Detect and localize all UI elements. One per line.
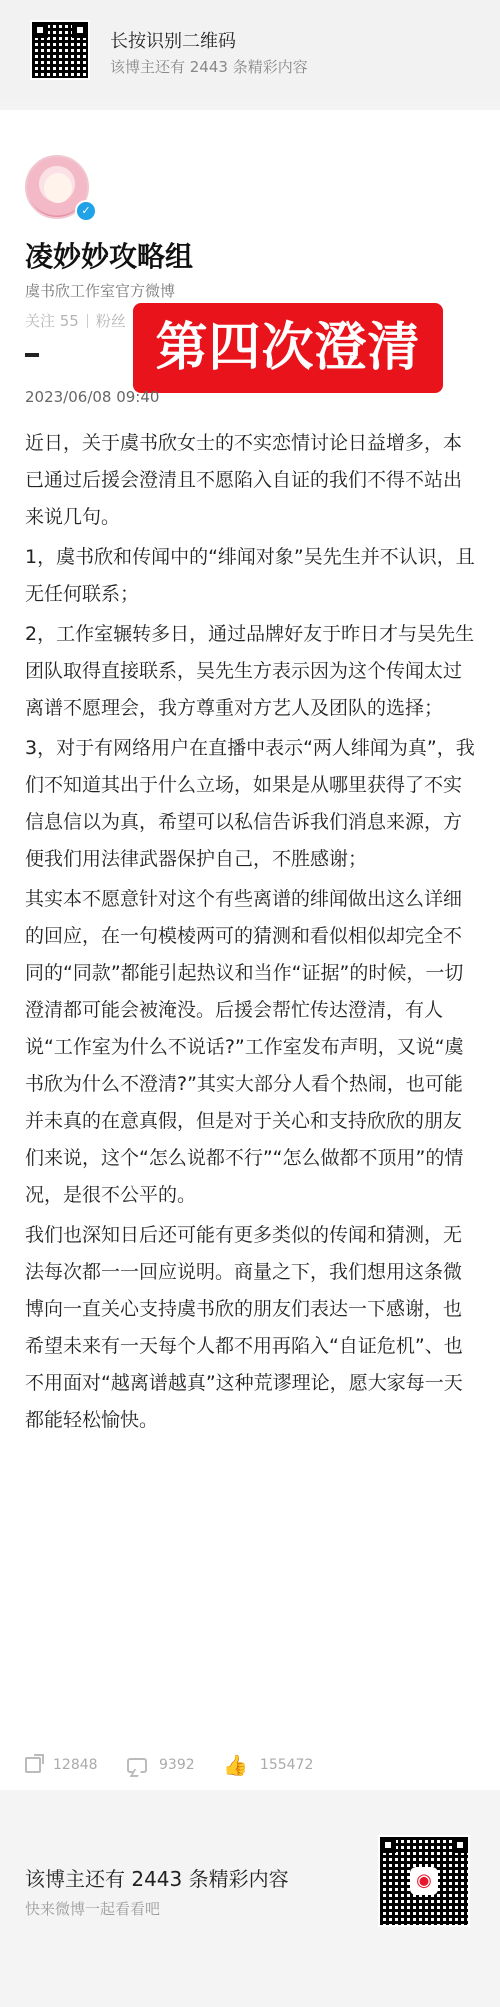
dash-mark [25,353,39,357]
banner-title: 长按识别二维码 [110,31,236,52]
avatar-face [44,173,72,203]
post-paragraph: 2，工作室辗转多日，通过品牌好友于昨日才与吴先生团队取得直接联系，吴先生方表示因为这个传闻太过离谱不愿理会，我方尊重对方艺人及团队的选择； [25,623,475,719]
comment-icon [127,1758,147,1773]
post-paragraph: 其实本不愿意针对这个有些离谱的绯闻做出这么详细的回应，在一句模棱两可的猜测和看似相似却完全不同的“同款”都能引起热议和当作“证据”的时候，一切澄清都可能会被淹没。后援会帮忙传达澄清，有人说“工作室为什么不说话?”工作室发布声明，又说“虞书欣为什么不澄清?”其实大部分人看个热闹，也可能并未真的在意真假，但是对于关心和支持欣欣的朋友们来说，这个“怎么说都不行”“怎么做都不顶用”的情况，是很不公平的。 [25,888,464,1206]
thumbs-up-icon: 👍 [223,1753,248,1777]
post-card [0,110,500,1790]
repost-button[interactable] [25,1750,98,1780]
like-count: 155472 [259,1757,314,1773]
like-button[interactable] [223,1750,313,1780]
action-bar [25,1750,480,1780]
footer-subtitle: 快来微博一起看看吧 [25,1900,161,1918]
clarification-stamp: 第四次澄清 [133,303,443,393]
profile-stats [25,310,126,331]
post-paragraph: 3，对于有网络用户在直播中表示“两人绯闻为真”，我们不知道其出于什么立场，如果是从哪里获得了不实信息信以为真，希望可以私信告诉我们消息来源，方便我们用法律武器保护自己，不胜感谢； [25,737,475,870]
username[interactable]: 凌妙妙攻略组 [25,240,194,273]
footer-banner[interactable] [0,1795,500,2007]
banner-subtitle: 该博主还有 2443 条精彩内容 [110,58,308,76]
repost-count: 12848 [53,1757,98,1773]
qr-code-icon[interactable] [30,20,90,80]
qr-code-icon[interactable] [378,1835,470,1927]
verified-check-icon: ✓ [75,200,97,222]
post-paragraph: 1，虞书欣和传闻中的“绯闻对象”吴先生并不认识，且无任何联系； [25,546,475,605]
verify-description: 虞书欣工作室官方微博 [25,282,176,300]
post-date: 2023/06/08 09:40 [25,388,160,406]
post-paragraph: 近日，关于虞书欣女士的不实恋情讨论日益增多，本已通过后援会澄清且不愿陷入自证的我们不得不站出来说几句。 [25,432,463,528]
stats-divider [87,314,88,328]
footer-title: 该博主还有 2443 条精彩内容 [25,1867,289,1891]
followers-label[interactable]: 粉丝 [95,312,126,330]
comment-button[interactable] [127,1750,195,1780]
post-body [25,425,480,1442]
following-count[interactable]: 关注 55 [25,312,79,330]
share-icon [25,1757,41,1773]
comment-count: 9392 [159,1757,195,1773]
top-qr-banner[interactable] [0,0,500,100]
weibo-logo-icon: ◉ [410,1867,438,1895]
post-paragraph: 我们也深知日后还可能有更多类似的传闻和猜测，无法每次都一一回应说明。商量之下，我们想用这条微博向一直关心支持虞书欣的朋友们表达一下感谢，也希望未来有一天每个人都不用再陷入“自证危机”、也不用面对“越离谱越真”这种荒谬理论，愿大家每一天都能轻松愉快。 [25,1224,463,1431]
